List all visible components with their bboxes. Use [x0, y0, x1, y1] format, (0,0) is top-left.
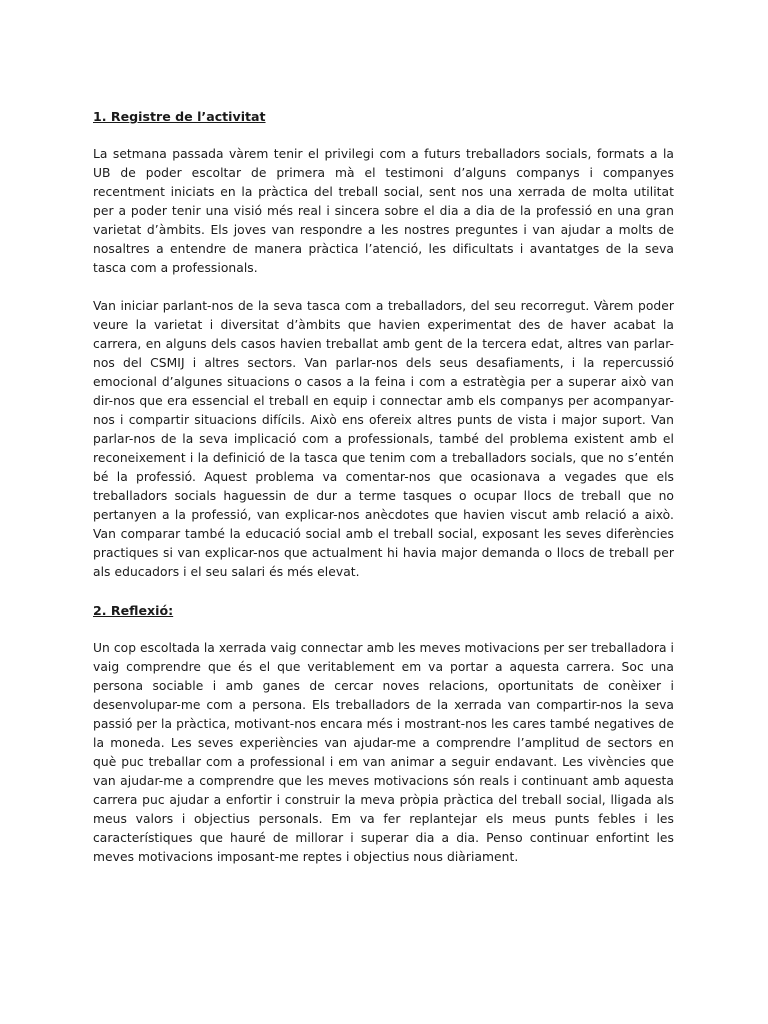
section-heading-registre: 1. Registre de l’activitat: [93, 109, 266, 124]
paragraph-intro: La setmana passada vàrem tenir el privilegi com a futurs treballadors socials, formats a la UB de poder escoltar de primera mà el testimoni d’alguns companys i companyes recentment iniciats en la pràctica del treball social, sent nos una xerrada de molta utilitat per a poder tenir una visió més real i sincera sobre el dia a dia de la professió en una gran varietat d’àmbits. Els joves van respondre a les nostres preguntes i van ajudar a molts de nosaltres a entendre de manera pràctica l’atenció, les dificultats i avantatges de la seva tasca com a professionals.: [93, 147, 674, 275]
paragraph-description: Van iniciar parlant-nos de la seva tasca com a treballadors, del seu recorregut. Vàrem poder veure la varietat i diversitat d’àmbits que havien experimentat des de haver acabat la carrera, en alguns dels casos havien treballat amb gent de la tercera edat, altres van parlar-nos del CSMIJ i altres sectors. Van parlar-nos dels seus desafiaments, i la repercussió emocional d’algunes situacions o casos a la feina i com a estratègia per a superar això van dir-nos que era essencial el treball en equip i connectar amb els companys per acompanyar-nos i compartir situacions difícils. Això ens ofereix altres punts de vista i major suport. Van parlar-nos de la seva implicació com a professionals, també del problema existent amb el reconeixement i la definició de la tasca que tenim com a treballadors socials, que no s’entén bé la professió. Aquest problema va comentar-nos que ocasionava a vegades que els treballadors socials haguessin de dur a terme tasques o ocupar llocs de treball que no pertanyen a la professió, van explicar-nos anècdotes que havien viscut amb relació a això. Van comparar també la educació social amb el treball social, exposant les seves diferències practiques si van explicar-nos que actualment hi havia major demanda o llocs de treball per als educadors i el seu salari és més elevat.: [93, 299, 674, 579]
paragraph-reflection: Un cop escoltada la xerrada vaig connectar amb les meves motivacions per ser treballadora i vaig comprendre que és el que veritablement em va portar a aquesta carrera. Soc una persona sociable i amb ganes de cercar noves relacions, oportunitats de conèixer i desenvolupar-me com a persona. Els treballadors de la xerrada van compartir-nos la seva passió per la pràctica, motivant-nos encara més i mostrant-nos les cares també negatives de la moneda. Les seves experiències van ajudar-me a comprendre l’amplitud de sectors en què puc treballar com a professional i em van animar a seguir endavant. Les vivències que van ajudar-me a comprendre que les meves motivacions són reals i continuant amb aquesta carrera puc ajudar a enfortir i construir la meva pròpia pràctica del treball social, lligada als meus valors i objectius personals. Em va fer replantejar els meus punts febles i les característiques que hauré de millorar i superar dia a dia. Penso continuar enfortint les meves motivacions imposant-me reptes i objectius nous diàriament.: [93, 641, 674, 864]
section-heading-reflexio: 2. Reflexió:: [93, 603, 174, 618]
